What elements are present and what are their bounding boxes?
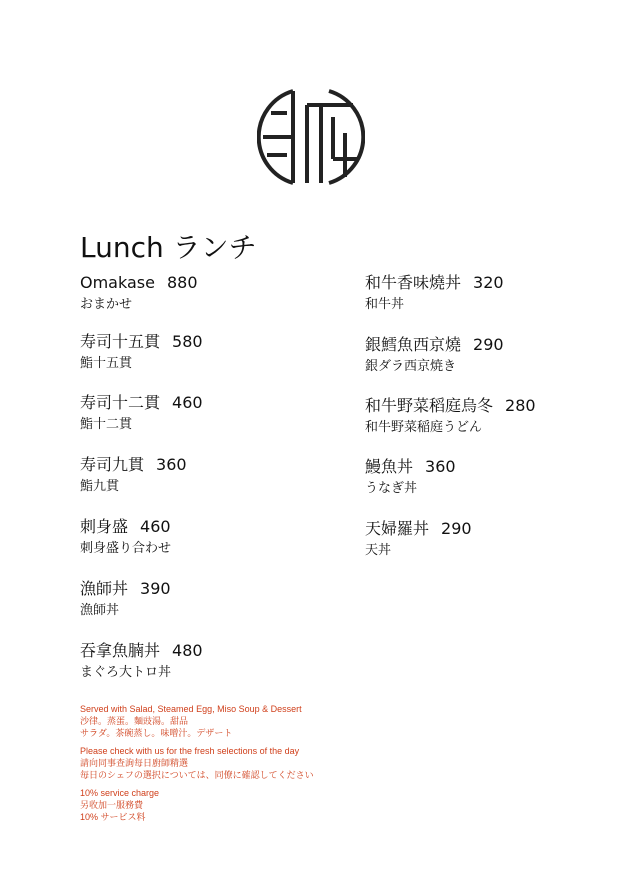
item-price: 360 bbox=[156, 455, 187, 474]
served-with-note bbox=[80, 703, 314, 739]
item-price: 280 bbox=[505, 396, 536, 415]
item-price: 390 bbox=[140, 579, 171, 598]
item-subtitle: 鮨十五貫 bbox=[80, 356, 133, 371]
item-price: 290 bbox=[473, 335, 504, 354]
menu-item bbox=[365, 396, 536, 437]
note-line: Please check with us for the fresh selections of the day bbox=[80, 746, 300, 756]
item-subtitle: おまかせ bbox=[80, 297, 133, 312]
item-price: 320 bbox=[473, 273, 504, 292]
item-name: 漁師丼 bbox=[80, 579, 129, 598]
item-price: 360 bbox=[425, 457, 456, 476]
menu-item bbox=[80, 393, 203, 434]
item-name: 刺身盛 bbox=[80, 517, 129, 536]
menu-item bbox=[365, 457, 456, 498]
menu-notes bbox=[80, 703, 314, 829]
item-price: 480 bbox=[172, 641, 203, 660]
menu-item bbox=[365, 335, 504, 376]
menu-title: Lunch ランチ bbox=[80, 231, 257, 264]
menu-item bbox=[80, 273, 198, 314]
menu-item bbox=[80, 579, 171, 620]
item-name: 和牛野菜稻庭烏冬 bbox=[365, 396, 494, 415]
menu-item bbox=[80, 332, 203, 373]
item-subtitle: 鮨十二貫 bbox=[80, 417, 133, 432]
note-line: Served with Salad, Steamed Egg, Miso Soup & Dessert bbox=[80, 704, 302, 714]
item-subtitle: まぐろ大トロ丼 bbox=[80, 665, 172, 680]
menu-item bbox=[365, 273, 504, 314]
item-subtitle: 和牛丼 bbox=[365, 297, 405, 312]
note-line: 沙律。蒸蛋。麵豉湯。甜品 bbox=[80, 716, 189, 726]
note-line: 另收加一服務費 bbox=[80, 800, 144, 810]
item-subtitle: 和牛野菜稲庭うどん bbox=[365, 420, 483, 435]
item-price: 460 bbox=[172, 393, 203, 412]
item-name: 吞拿魚腩丼 bbox=[80, 641, 161, 660]
item-name: 寿司十五貫 bbox=[80, 332, 161, 351]
fresh-selection-note bbox=[80, 745, 314, 781]
note-line: 毎日のシェフの選択については、同僚に確認してください bbox=[80, 770, 314, 780]
item-price: 880 bbox=[166, 273, 198, 292]
item-subtitle: 刺身盛り合わせ bbox=[80, 541, 172, 556]
note-line: 請向同事查詢每日廚師精選 bbox=[80, 758, 189, 768]
restaurant-logo bbox=[257, 83, 365, 191]
item-subtitle: 漁師丼 bbox=[80, 603, 120, 618]
menu-item bbox=[80, 641, 203, 682]
item-name: Omakase bbox=[80, 273, 155, 292]
service-charge-note bbox=[80, 787, 314, 823]
item-subtitle: うなぎ丼 bbox=[365, 481, 418, 496]
item-name: 天婦羅丼 bbox=[365, 519, 430, 538]
note-line: サラダ。茶碗蒸し。味噌汁。デザート bbox=[80, 728, 233, 738]
item-subtitle: 天丼 bbox=[365, 543, 392, 558]
item-name: 鰻魚丼 bbox=[365, 457, 414, 476]
note-line: 10% service charge bbox=[80, 788, 160, 798]
item-subtitle: 銀ダラ西京焼き bbox=[365, 359, 457, 374]
item-name: 和牛香味燒丼 bbox=[365, 273, 462, 292]
note-line: 10% サービス料 bbox=[80, 812, 146, 822]
menu-item bbox=[365, 519, 472, 560]
menu-item bbox=[80, 517, 171, 558]
item-price: 290 bbox=[441, 519, 472, 538]
item-subtitle: 鮨九貫 bbox=[80, 479, 120, 494]
item-price: 580 bbox=[172, 332, 203, 351]
item-price: 460 bbox=[140, 517, 171, 536]
item-name: 寿司十二貫 bbox=[80, 393, 161, 412]
menu-item bbox=[80, 455, 187, 496]
item-name: 寿司九貫 bbox=[80, 455, 145, 474]
item-name: 銀鱈魚西京燒 bbox=[365, 335, 462, 354]
